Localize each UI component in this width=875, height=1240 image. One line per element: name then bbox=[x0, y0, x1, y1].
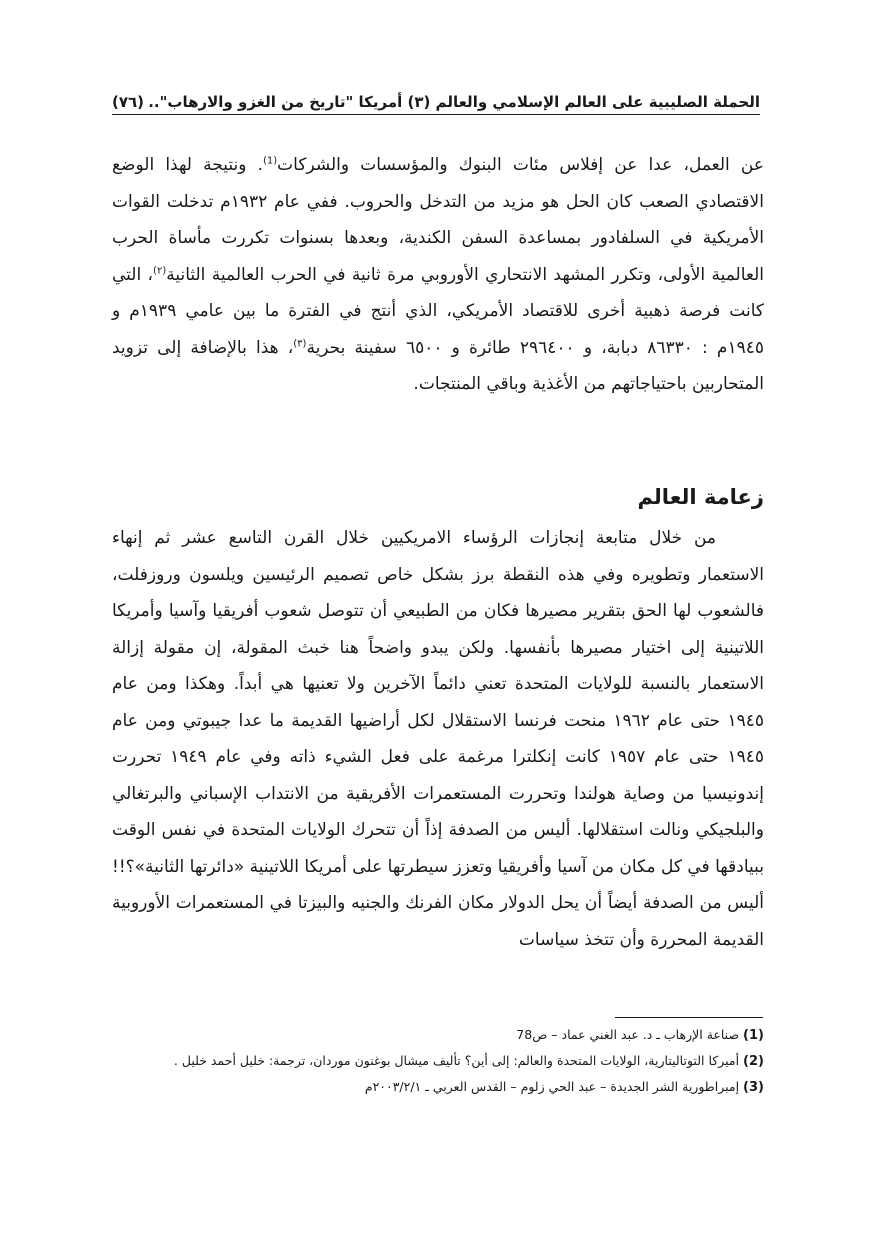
footnote-1-mark: (1) bbox=[743, 1028, 764, 1043]
footnote-2-mark: (2) bbox=[743, 1054, 764, 1069]
running-header bbox=[112, 88, 760, 115]
footnote-ref-3[interactable]: (٣) bbox=[293, 337, 307, 349]
paragraph-1-part-d: ، هذا بالإضافة إلى تزويد المتحاربين باحتياجاتهم من الأغذية وباقي المنتجات. bbox=[112, 337, 764, 394]
footnote-1-text: صناعة الإرهاب ـ د. عبد الغني عماد – ص78 bbox=[516, 1027, 740, 1042]
paragraph-2: من خلال متابعة إنجازات الرؤساء الامريكيين خلال القرن التاسع عشر ثم إنهاء الاستعمار وتطويره وفي هذه النقطة برز بشكل خاص تصميم الرئيسين ويلسون وروزفلت، فالشعوب لها الحق بتقرير مصيرها فكان من الطبيعي أن تتوصل شعوب أفريقيا وآسيا وأمريكا اللاتينية إلى اختيار مصيرها بأنفسها. ولكن يبدو واضحاً هنا خبث المقولة، إن مقولة إزالة الاستعمار بالنسبة للولايات المتحدة تعني دائماً الآخرين ولا تعنيها هي أبداً. وهكذا ومن عام ١٩٤٥ حتى عام ١٩٦٢ منحت فرنسا الاستقلال لكل أراضيها القديمة ما عدا جيبوتي ومن عام ١٩٤٥ حتى عام ١٩٥٧ كانت إنكلترا مرغمة على فعل الشيء ذاته وفي عام ١٩٤٩ تحررت إندونيسيا من وصاية هولندا وتحررت المستعمرات الأفريقية من الانتداب الإسباني والبرتغالي والبلجيكي ونالت استقلالها. أليس من الصدفة إذاً أن تتحرك الولايات المتحدة في نفس الوقت ببيادقها في كل مكان من آسيا وأفريقيا وتعزز سيطرتها على أمريكا اللاتينية «دائرتها الثانية»؟!! أليس من الصدفة أيضاً أن يحل الدولار مكان الفرنك والجنيه والبيزتا في المستعمرات الأوروبية القديمة المحررة وأن تتخذ سياسات bbox=[112, 528, 765, 950]
paragraph-1 bbox=[112, 147, 764, 403]
header-title: الحملة الصليبية على العالم الإسلامي والعالم (٣) أمريكا "تاريخ من الغزو والارهاب".. bbox=[148, 93, 760, 111]
footnote-3 bbox=[112, 1074, 764, 1100]
footnotes bbox=[112, 1022, 764, 1100]
footnote-3-mark: (3) bbox=[743, 1080, 764, 1095]
footnote-2 bbox=[112, 1048, 764, 1074]
paragraph-1-part-a: عن العمل، عدا عن إفلاس مئات البنوك والمؤسسات والشركات bbox=[277, 155, 765, 175]
footnote-2-text: أميركا التوتاليتارية، الولايات المتحدة والعالم: إلى أين؟ تأليف ميشال بوغنون موردان، ترجمة: خليل أحمد خليل . bbox=[173, 1053, 740, 1068]
footnote-1 bbox=[112, 1022, 764, 1048]
footnote-ref-2[interactable]: (٢) bbox=[153, 264, 167, 276]
section-heading: زعامة العالم bbox=[637, 485, 764, 509]
footnote-ref-1[interactable]: (1) bbox=[262, 155, 278, 167]
paragraph-1-part-b: . ونتيجة لهذا الوضع الاقتصادي الصعب كان الحل هو مزيد من التدخل والحروب. ففي عام ١٩٣٢م تدخلت القوات الأمريكية في السلفادور بمساعدة السفن الكندية، وبعدها بسنوات تكررت مأساة الحرب العالمية الأولى، وتكرر المشهد الانتحاري الأوروبي مرة ثانية في الحرب العالمية الثانية bbox=[112, 155, 764, 285]
paragraph-1-part-c: ، التي كانت فرصة ذهبية أخرى للاقتصاد الأمريكي، الذي أنتج في الفترة ما بين عامي ١٩٣٩م و ١٩٤٥م : ٨٦٣٣٠ دبابة، و ٢٩٦٤٠٠ طائرة و ٦٥٠٠ سفينة بحرية bbox=[112, 264, 764, 358]
page-number: (٧٦) bbox=[112, 93, 145, 111]
footnote-3-text: إمبراطورية الشر الجديدة – عبد الحي زلوم – القدس العربي ـ ٢٠٠٣/٢/١م bbox=[364, 1079, 740, 1094]
footnote-divider bbox=[615, 1017, 763, 1018]
